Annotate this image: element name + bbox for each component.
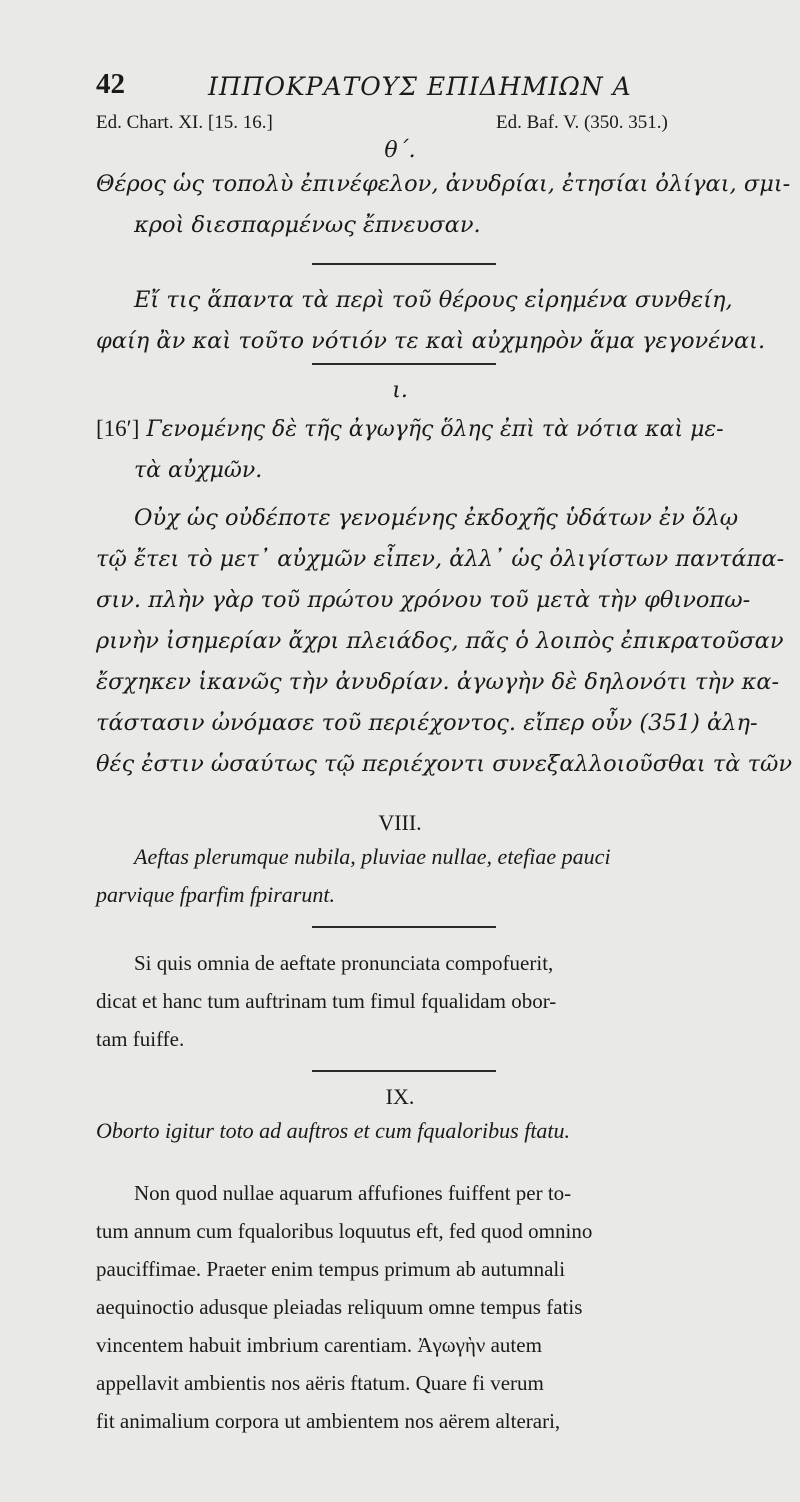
text-line: σιν. πλὴν γὰρ τοῦ πρώτου χρόνου τοῦ μετὰ τὴν φθινοπω-: [96, 587, 751, 613]
text-line: θές ἐστιν ὡσαύτως τῷ περιέχοντι συνεξαλλοιοῦσθαι τὰ τῶν: [96, 751, 793, 777]
text-line: Si quis omnia de aeftate pronunciata compofuerit,: [134, 951, 554, 975]
text-line: fit animalium corpora ut ambientem nos aërem alterari,: [96, 1409, 561, 1433]
section-divider: [312, 926, 496, 928]
text-line: ἔσχηκεν ἱκανῶς τὴν ἀνυδρίαν. ἀγωγὴν δὲ δηλονότι τὴν κα-: [96, 669, 780, 695]
text-line: Γενομένης δὲ τῆς ἀγωγῆς ὅλης ἐπὶ τὰ νότια καὶ με-: [146, 417, 724, 442]
basel-edition-ref: Ed. Baf. V. (350. 351.): [496, 112, 668, 133]
section-number-iota: ι.: [392, 378, 408, 403]
greek-commentary-1: [96, 280, 766, 362]
text-line: vincentem habuit imbrium carentiam. Ἀγωγὴν autem: [96, 1333, 542, 1357]
greek-lemma-iota: [96, 408, 746, 491]
section-number-ix: IX.: [385, 1084, 415, 1109]
text-line: τὰ αὐχμῶν.: [134, 458, 263, 483]
text-line: Οὐχ ὡς οὐδέποτε γενομένης ἐκδοχῆς ὑδάτων ἐν ὅλῳ: [134, 505, 739, 531]
latin-lemma-ix: [96, 1112, 746, 1150]
text-line: Oborto igitur toto ad auftros et cum fqualoribus ftatu.: [96, 1118, 571, 1143]
page-header: [96, 62, 716, 102]
text-line: κροὶ διεσπαρμένως ἔπνευσαν.: [134, 212, 481, 238]
greek-commentary-2: [96, 498, 793, 785]
latin-lemma-viii: [96, 838, 746, 914]
chapter-bracket: [16′]: [96, 416, 140, 441]
section-divider: [312, 263, 496, 265]
text-line: ρινὴν ἰσημερίαν ἄχρι πλειάδος, πᾶς ὁ λοιπὸς ἐπικρατοῦσαν: [96, 628, 784, 654]
text-line: parvique fparfim fpirarunt.: [96, 882, 335, 907]
text-line: Non quod nullae aquarum affufiones fuiffent per to-: [134, 1181, 572, 1205]
text-line: Εἴ τις ἅπαντα τὰ περὶ τοῦ θέρους εἰρημένα συνθείη,: [134, 287, 733, 313]
latin-commentary-1: [96, 944, 746, 1058]
text-line: φαίη ἂν καὶ τοῦτο νότιόν τε καὶ αὐχμηρὸν ἅμα γεγονέναι.: [96, 328, 766, 354]
text-line: pauciffimae. Praeter enim tempus primum ab autumnali: [96, 1257, 566, 1281]
text-line: dicat et hanc tum auftrinam tum fimul fqualidam obor-: [96, 989, 557, 1013]
text-line: Θέρος ὡς τοπολὺ ἐπινέφελον, ἀνυδρίαι, ἐτησίαι ὀλίγαι, σμι-: [96, 171, 791, 197]
section-divider: [312, 363, 496, 365]
section-divider: [312, 1070, 496, 1072]
text-line: τῷ ἔτει τὸ μετ᾽ αὐχμῶν εἶπεν, ἀλλ᾽ ὡς ὀλιγίστων παντάπα-: [96, 546, 785, 572]
text-line: aequinoctio adusque pleiadas reliquum omne tempus fatis: [96, 1295, 583, 1319]
text-line: tum annum cum fqualoribus loquutus eft, fed quod omnino: [96, 1219, 593, 1243]
greek-lemma-theta: [96, 164, 791, 246]
section-number-theta: θ΄.: [384, 138, 416, 163]
text-line: Aeftas plerumque nubila, pluviae nullae, etefiae pauci: [134, 844, 611, 869]
latin-commentary-2: [96, 1174, 746, 1440]
text-line: appellavit ambientis nos aëris ftatum. Quare fi verum: [96, 1371, 544, 1395]
page-number: 42: [96, 68, 125, 100]
text-line: tam fuiffe.: [96, 1027, 185, 1051]
chartier-edition-ref: Ed. Chart. XI. [15. 16.]: [96, 112, 273, 133]
text-line: τάστασιν ὠνόμασε τοῦ περιέχοντος. εἴπερ οὖν (351) ἀλη-: [96, 710, 758, 736]
section-number-viii: VIII.: [378, 810, 422, 835]
running-title: ΙΠΠΟΚΡΑΤΟΥΣ ΕΠΙΔΗΜΙΩΝ Α: [208, 72, 632, 101]
